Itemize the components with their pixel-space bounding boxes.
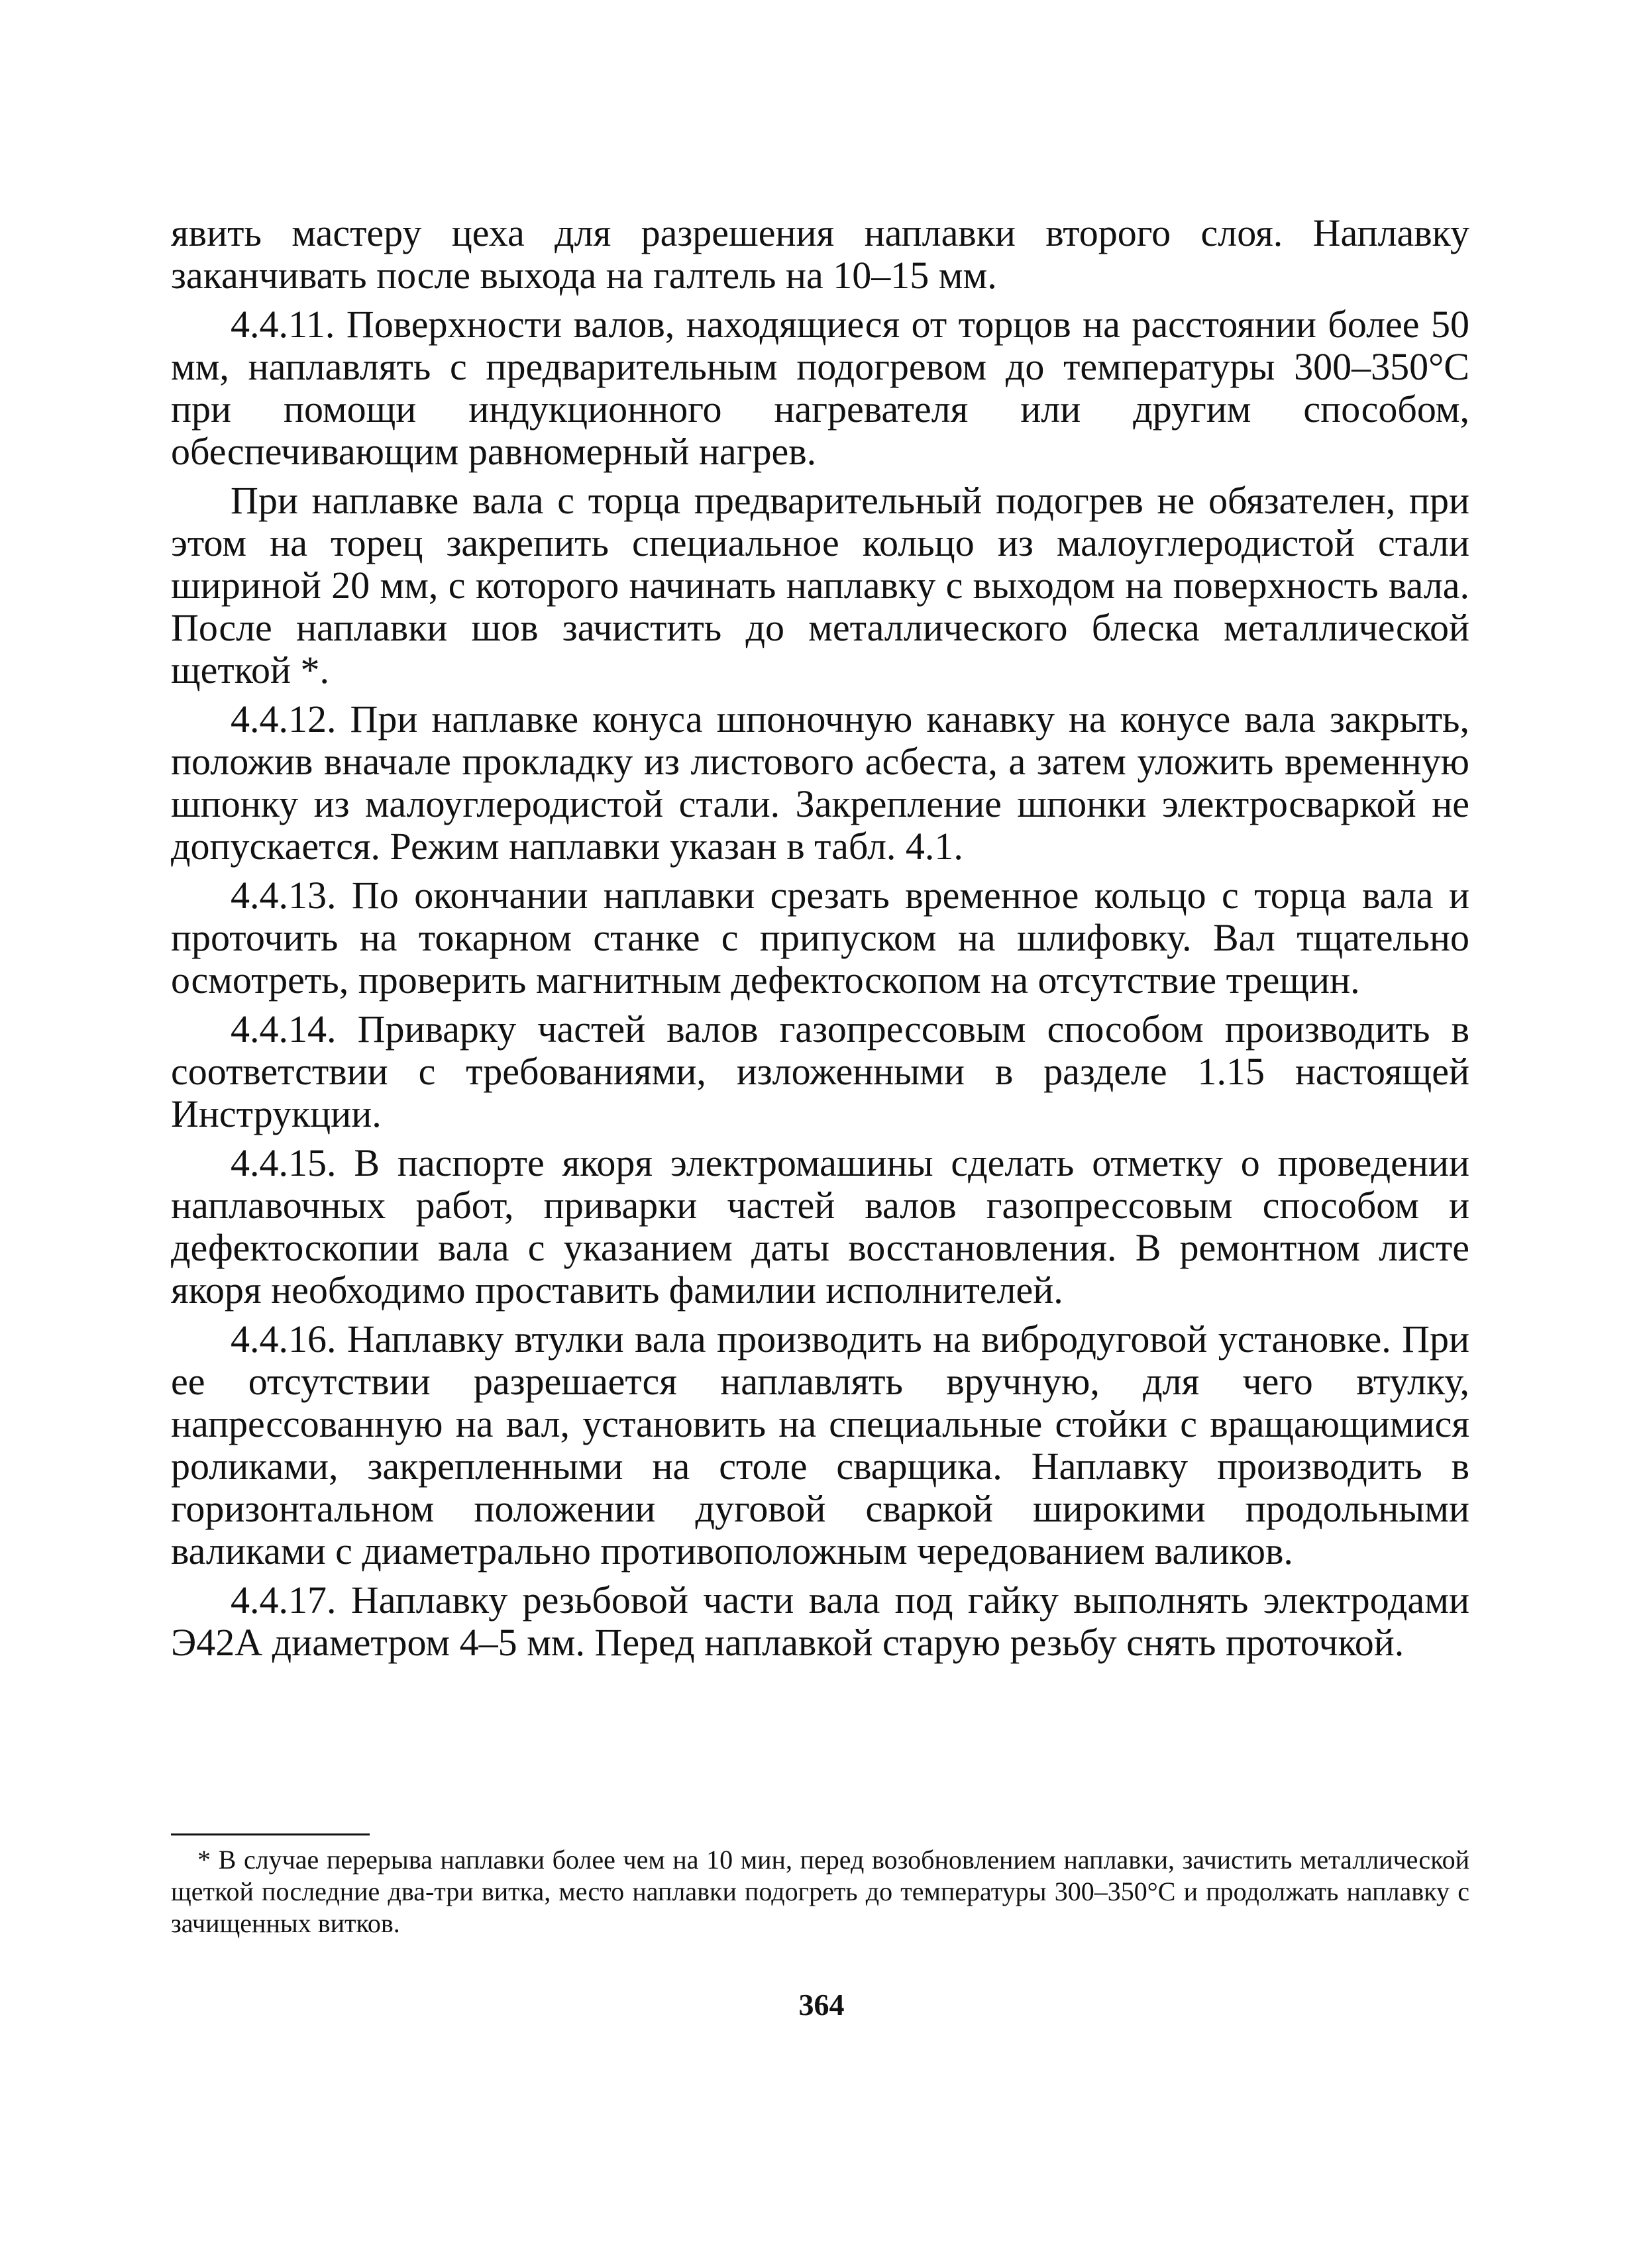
body-text bbox=[171, 212, 1469, 1664]
paragraph-4-4-17: 4.4.17. Наплавку резьбовой части вала под гайку выполнять электродами Э42А диаметром 4–5 мм. Перед наплавкой старую резьбу снять проточкой. bbox=[171, 1578, 1469, 1664]
paragraph-4-4-15: 4.4.15. В паспорте якоря электромашины сделать отметку о проведении наплавочных работ, приварки частей валов газопрессовым способом и дефектоскопии вала с указанием даты восстановления. В ремонтном листе якоря необходимо проставить фамилии исполнителей. bbox=[171, 1141, 1469, 1312]
paragraph-4-4-16: 4.4.16. Наплавку втулки вала производить на вибродуговой установке. При ее отсутствии разрешается наплавлять вручную, для чего втулку, напрессованную на вал, установить на специальные стойки с вращающимися роликами, закрепленными на столе сварщика. Наплавку производить в горизонтальном положении дуговой сваркой широкими продольными валиками с диаметрально противоположным чередованием валиков. bbox=[171, 1317, 1469, 1572]
paragraph-4-4-11: 4.4.11. Поверхности валов, находящиеся от торцов на расстоянии более 50 мм, наплавлять с предварительным подогревом до температуры 300–350°C при помощи индукционного нагревателя или другим способом, обеспечивающим равномерный нагрев. bbox=[171, 303, 1469, 473]
document-page bbox=[171, 212, 1469, 1671]
paragraph-4-4-11-note: При наплавке вала с торца предварительный подогрев не обязателен, при этом на торец закрепить специальное кольцо из малоуглеродистой стали шириной 20 мм, с которого начинать наплавку с выходом на поверхность вала. После наплавки шов зачистить до металлического блеска металлической щеткой *. bbox=[171, 479, 1469, 692]
footnote-divider bbox=[171, 1833, 370, 1835]
paragraph-4-4-13: 4.4.13. По окончании наплавки срезать временное кольцо с торца вала и проточить на токарном станке с припуском на шлифовку. Вал тщательно осмотреть, проверить магнитным дефектоскопом на отсутствие трещин. bbox=[171, 874, 1469, 1002]
paragraph-continuation: явить мастеру цеха для разрешения наплавки второго слоя. Наплавку заканчивать после выхода на галтель на 10–15 мм. bbox=[171, 211, 1469, 297]
footnote: * В случае перерыва наплавки более чем на 10 мин, перед возобновлением наплавки, зачистить металлической щеткой последние два-три витка, место наплавки подогреть до температуры 300–350°C и продолжать наплавку с зачищенных витков. bbox=[171, 1845, 1469, 1938]
paragraph-4-4-12: 4.4.12. При наплавке конуса шпоночную канавку на конусе вала закрыть, положив вначале прокладку из листового асбеста, а затем уложить временную шпонку из малоуглеродистой стали. Закрепление шпонки электросваркой не допускается. Режим наплавки указан в табл. 4.1. bbox=[171, 697, 1469, 868]
page-number: 364 bbox=[798, 1988, 845, 2022]
paragraph-4-4-14: 4.4.14. Приварку частей валов газопрессовым способом производить в соответствии с требованиями, изложенными в разделе 1.15 настоящей Инструкции. bbox=[171, 1007, 1469, 1135]
